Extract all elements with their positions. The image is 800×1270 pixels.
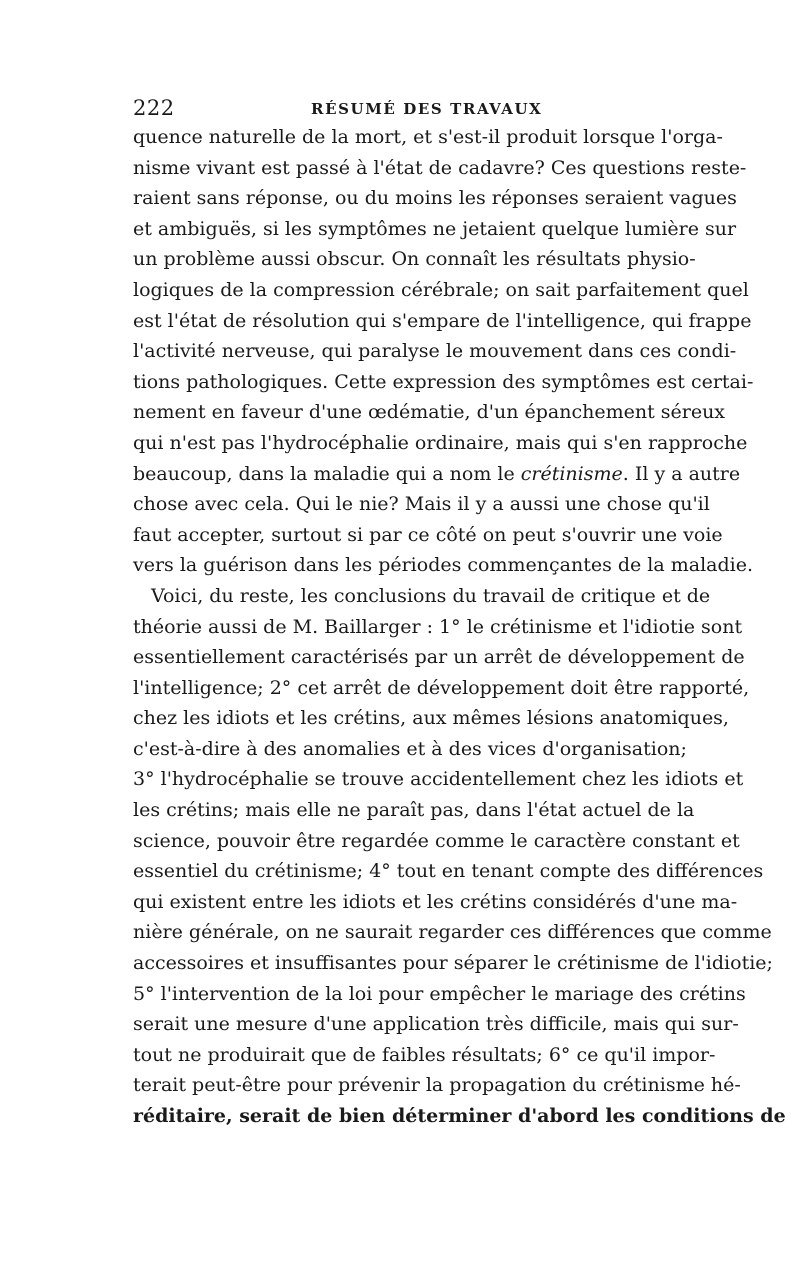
running-title: RÉSUMÉ DES TRAVAUX: [311, 100, 543, 118]
page-number: 222: [133, 96, 175, 120]
text-line: 5° l'intervention de la loi pour empêcher le mariage des crétins: [133, 982, 746, 1005]
text-line: et ambiguës, si les symptômes ne jetaient quelque lumière sur: [133, 217, 737, 240]
text-line: accessoires et insuffisantes pour séparer le crétinisme de l'idiotie;: [133, 952, 773, 975]
text-line-with-italic: [133, 459, 741, 490]
text-line: l'activité nerveuse, qui paralyse le mouvement dans ces condi-: [133, 340, 737, 363]
text-line: serait une mesure d'une application très difficile, mais qui sur-: [133, 1013, 739, 1036]
text-line: vers la guérison dans les périodes commençantes de la maladie.: [133, 554, 754, 577]
text-line: tions pathologiques. Cette expression des symptômes est certai-: [133, 370, 754, 393]
text-line: nière générale, on ne saurait regarder ces différences que comme: [133, 921, 772, 944]
text-line: est l'état de résolution qui s'empare de l'intelligence, qui frappe: [133, 309, 752, 332]
text-line: faut accepter, surtout si par ce côté on peut s'ouvrir une voie: [133, 523, 723, 546]
text-line: terait peut-être pour prévenir la propagation du crétinisme hé-: [133, 1074, 741, 1097]
text-line: raient sans réponse, ou du moins les réponses seraient vagues: [133, 187, 737, 210]
text-line: nisme vivant est passé à l'état de cadavre? Ces questions reste-: [133, 156, 747, 179]
text-line: logiques de la compression cérébrale; on sait parfaitement quel: [133, 278, 749, 301]
text-line: chose avec cela. Qui le nie? Mais il y a aussi une chose qu'il: [133, 493, 710, 516]
italic-term: crétinisme: [520, 462, 623, 485]
text-line: c'est-à-dire à des anomalies et à des vices d'organisation;: [133, 737, 687, 760]
text-line: tout ne produirait que de faibles résultats; 6° ce qu'il impor-: [133, 1043, 716, 1066]
text-line: l'intelligence; 2° cet arrêt de développement doit être rapporté,: [133, 676, 750, 699]
text-segment: . Il y a autre: [622, 462, 741, 485]
paragraph-start-line: Voici, du reste, les conclusions du travail de critique et de: [151, 584, 711, 607]
text-line: chez les idiots et les crétins, aux mêmes lésions anatomiques,: [133, 707, 729, 730]
text-line: qui n'est pas l'hydrocéphalie ordinaire, mais qui s'en rapproche: [133, 431, 748, 454]
text-line: un problème aussi obscur. On connaît les résultats physio-: [133, 248, 696, 271]
text-line: 3° l'hydrocéphalie se trouve accidentellement chez les idiots et: [133, 768, 744, 791]
page-header: [133, 94, 673, 124]
text-line: qui existent entre les idiots et les crétins considérés d'une ma-: [133, 890, 738, 913]
body-text: [133, 122, 786, 1132]
text-line: essentiel du crétinisme; 4° tout en tenant compte des différences: [133, 860, 764, 883]
text-line: théorie aussi de M. Baillarger : 1° le crétinisme et l'idiotie sont: [133, 615, 743, 638]
text-line: réditaire, serait de bien déterminer d'abord les conditions de: [133, 1105, 786, 1127]
text-line: les crétins; mais elle ne paraît pas, dans l'état actuel de la: [133, 799, 695, 822]
text-line: essentiellement caractérisés par un arrêt de développement de: [133, 646, 745, 669]
text-line: science, pouvoir être regardée comme le caractère constant et: [133, 829, 740, 852]
text-line: quence naturelle de la mort, et s'est-il produit lorsque l'orga-: [133, 126, 723, 148]
text-segment: beaucoup, dans la maladie qui a nom le: [133, 462, 521, 485]
text-line: nement en faveur d'une œdématie, d'un épanchement séreux: [133, 401, 726, 424]
